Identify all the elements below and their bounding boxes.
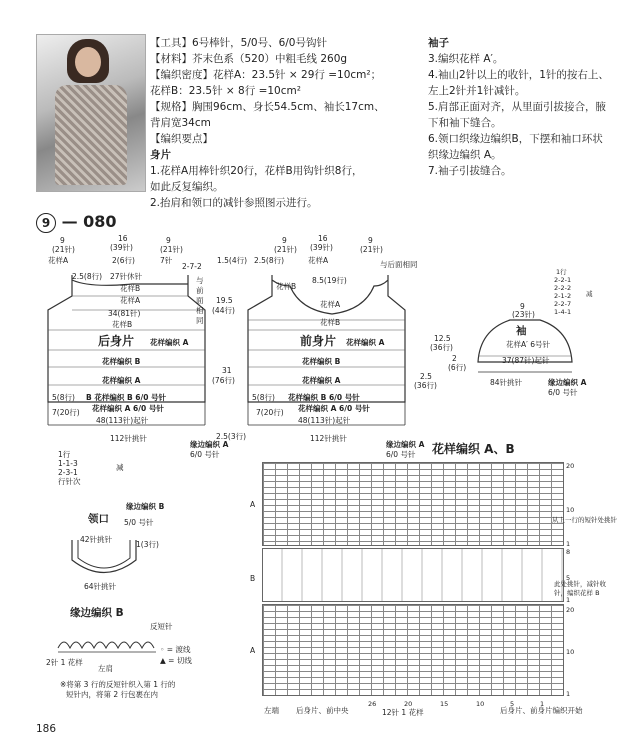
front-same-as-back: 与后面相同 [380, 260, 418, 269]
sleeve-pickup: 84针挑针 [490, 378, 523, 387]
page-number: 186 [36, 723, 57, 735]
front-m5: 花样编织 B 6/0 号针 [288, 393, 360, 402]
points-heading: 【编织要点】 [150, 133, 213, 145]
back-h2: (44行) [212, 306, 235, 315]
sleeve-h4: (6行) [448, 363, 467, 372]
spec-line-1: 【规格】胸围96cm、身长54.5cm、袖长17cm、 [150, 101, 385, 113]
pattern-number-circle: 9 [36, 213, 56, 233]
chart-row-8: 8 [566, 548, 571, 556]
front-label-a: 花样A [308, 256, 329, 265]
sleeve-h3: 2 [452, 354, 457, 363]
pattern-id [36, 212, 117, 233]
step-7: 7.袖子引拔缝合。 [428, 165, 512, 177]
sleeve-start: 37(87针)起针 [502, 356, 550, 365]
chart-col-10: 10 [476, 700, 485, 708]
back-m1: 花样编织 A [150, 338, 189, 347]
chart-col-20: 20 [404, 700, 413, 708]
collar-bottom: 64针挑针 [84, 582, 117, 591]
gauge-line-1: 【编织密度】花样A：23.5针 × 29行 =10cm²； [150, 69, 382, 81]
back-top-stitches-left: (21针) [52, 245, 75, 254]
step-5a: 5.肩部正面对齐，从里面引拔接合，腋 [428, 101, 607, 113]
back-h1: 19.5 [216, 296, 233, 305]
chart-band-label-2: B [250, 574, 256, 583]
sleeve-heading: 袖子 [428, 37, 449, 49]
sleeve-row-4: 2-2-7 [554, 300, 572, 308]
chart-band-b [262, 548, 564, 602]
step-1a: 1.花样A用棒针织20行，花样B用钩针织8行， [150, 165, 363, 177]
sleeve-pattern: 花样A′ 6号针 [506, 340, 550, 349]
step-5b: 下和袖下缝合。 [428, 117, 502, 129]
sleeve-needle: 6/0 号针 [548, 388, 578, 397]
chart-note-top: 从上一行的短针处挑针 [552, 516, 617, 524]
front-edge: 缘边编织 A [386, 440, 425, 449]
chart-row-20b: 20 [566, 606, 575, 614]
chart-title: 花样编织 A、B [432, 442, 515, 456]
back-b2: 花样A [120, 296, 141, 305]
back-top-stitches-right: (21针) [160, 245, 183, 254]
tools-line: 【工具】6号棒针，5/0号、6/0号钩针 [150, 37, 327, 49]
back-top-count-right: 9 [166, 236, 171, 245]
step-6a: 6.领口织缘边编织B，下摆和袖口环状 [428, 133, 603, 145]
collar-rows: 1(3行) [136, 540, 159, 549]
front-m8: 48(113针)起针 [298, 416, 351, 425]
back-m2: 花样编织 B [102, 357, 141, 366]
formula-l3: 2-3-1 [58, 468, 78, 477]
edge-b-repeat: 2针 1 花样 [46, 658, 83, 667]
step-3: 3.编织花样 A′。 [428, 53, 504, 65]
back-h4: (76行) [212, 376, 235, 385]
front-title: 前身片 [300, 334, 337, 348]
back-top-stitches-mid: (39针) [110, 243, 133, 252]
front-m4: 5(8行) [252, 393, 275, 402]
front-b1: 花样B [276, 282, 297, 291]
back-edge: 缘边编织 A [190, 440, 229, 449]
chart-note-mid2: 针，编织花样 B [554, 589, 600, 597]
chart-band-a-top [262, 462, 564, 546]
sleeve-edge: 缘边编织 A [548, 378, 587, 387]
front-b3: 花样B [320, 318, 341, 327]
sleeve-row-2: 2-2-2 [554, 284, 572, 292]
back-rows-2: 2(6行) [112, 256, 135, 265]
back-top-count-mid: 16 [118, 234, 128, 243]
front-top-count-mid: 16 [318, 234, 328, 243]
chart-band-a-bottom [262, 604, 564, 696]
chart-row-1b: 1 [566, 596, 571, 604]
collar-top: 42针挑针 [80, 535, 113, 544]
edge-b-shoulder: 左肩 [98, 664, 113, 673]
front-top-stitches-right: (21针) [360, 245, 383, 254]
formula-dec: 减 [116, 463, 124, 472]
sleeve-h2: (36行) [430, 343, 453, 352]
front-neck: 8.5(19行) [312, 276, 347, 285]
spec-line-2: 背肩宽34cm [150, 117, 211, 129]
front-top-count-right: 9 [368, 236, 373, 245]
back-rows25: 2.5(3行) [216, 432, 247, 441]
back-h3: 31 [222, 366, 232, 375]
sleeve-row-1: 2-2-1 [554, 276, 572, 284]
edge-b-title: 缘边编织 B [70, 607, 124, 619]
step-6b: 织缘边编织 A。 [428, 149, 502, 161]
back-bind-off: 27针休针 [110, 272, 143, 281]
front-m3: 花样编织 A [302, 376, 341, 385]
chart-start: 后身片、前身片编织开始 [500, 706, 583, 715]
step-1b: 如此反复编织。 [150, 181, 224, 193]
step-4b: 左上2针并1针减针。 [428, 85, 526, 97]
edge-b-short: 反短针 [150, 622, 173, 631]
chart-col-26: 26 [368, 700, 377, 708]
chart-row-10a: 10 [566, 506, 575, 514]
step-4a: 4.袖山2针以上的收针，1针的按右上、 [428, 69, 609, 81]
collar-title: 领口 [88, 513, 109, 525]
pattern-code: — 080 [61, 212, 117, 231]
edge-b-diagram [56, 630, 166, 658]
back-m8: 48(113针)起针 [96, 416, 149, 425]
formula-l2: 1-1-3 [58, 459, 78, 468]
front-top-stitches-left: (21针) [274, 245, 297, 254]
front-m6: 7(20行) [256, 408, 284, 417]
sleeve-h6: (36行) [414, 381, 437, 390]
gauge-line-2: 花样B：23.5针 × 8行 =10cm² [150, 85, 301, 97]
front-pickup: 112针挑针 [310, 434, 347, 443]
sleeve-top2: (23针) [512, 310, 535, 319]
back-width: 34(81针) [108, 309, 141, 318]
materials-line: 【材料】芥末色系（520）中粗毛线 260g [150, 53, 348, 65]
back-pickup: 112针挑针 [110, 434, 147, 443]
model-photo [36, 34, 146, 192]
chart-row-1c: 1 [566, 690, 571, 698]
back-dec-formula: 2-7-2 [182, 262, 202, 271]
step-2: 2.抬肩和领口的减针参照图示进行。 [150, 197, 318, 209]
formula-l1: 1行 [58, 450, 71, 459]
back-7-stitches: 7针 [160, 256, 173, 265]
back-m5: B 花样编织 B 6/0 号针 [86, 393, 167, 402]
back-rows-1: 2.5(8行) [72, 272, 103, 281]
stitch-chart [262, 462, 562, 698]
chart-row-20a: 20 [566, 462, 575, 470]
edge-b-legend2: ▲ = 切线 [160, 656, 192, 665]
collar-edge-b: 缘边编织 B [126, 502, 165, 511]
sleeve-dec: 减 [586, 290, 593, 298]
front-m1: 花样编织 A [346, 338, 385, 347]
sleeve-h1: 12.5 [434, 334, 451, 343]
front-r1: 2.5(8行) [254, 256, 285, 265]
back-m7: 花样编织 A 6/0 号针 [92, 404, 164, 413]
chart-col-1: 1 [540, 700, 545, 708]
edge-b-legend1: ◦ = 渡线 [160, 645, 191, 654]
body-heading: 身片 [150, 149, 171, 161]
chart-row-5: 5 [566, 574, 571, 582]
back-m4: 5(8行) [52, 393, 75, 402]
back-b1: 花样B [120, 284, 141, 293]
back-same-as-front: 与前面相同 [196, 276, 204, 325]
edge-b-note2: 短针内，将第 2 行包裹在内 [66, 690, 159, 699]
sleeve-h5: 2.5 [420, 372, 432, 381]
back-title: 后身片 [98, 334, 135, 348]
front-r0: 1.5(4行) [217, 256, 248, 265]
chart-col-15: 15 [440, 700, 449, 708]
sleeve-top: 9 [520, 302, 525, 311]
chart-center: 后身片、前中央 [296, 706, 349, 715]
front-m7: 花样编织 A 6/0 号针 [298, 404, 370, 413]
back-top-count-left: 9 [60, 236, 65, 245]
edge-b-note1: ※将第 3 行的反短针织入第 1 行的 [60, 680, 176, 689]
chart-band-label-1: A [250, 500, 256, 509]
front-edge-needle: 6/0 号针 [386, 450, 416, 459]
collar-needle: 5/0 号针 [124, 518, 154, 527]
front-b2: 花样A [320, 300, 341, 309]
chart-note-mid1: 此处挑针，减针收 [554, 580, 606, 588]
chart-row-10b: 10 [566, 648, 575, 656]
formula-l4: 行针次 [58, 477, 81, 486]
chart-row-1a: 1 [566, 540, 571, 548]
front-top-count-left: 9 [282, 236, 287, 245]
front-top-stitches-mid: (39针) [310, 243, 333, 252]
back-b4: 花样B [112, 320, 133, 329]
sleeve-row-3: 2-1-2 [554, 292, 572, 300]
back-m6: 7(20行) [52, 408, 80, 417]
sleeve-title: 袖 [516, 325, 527, 337]
chart-repeat: 12针 1 花样 [382, 708, 424, 717]
sleeve-row-0: 1行 [556, 268, 567, 276]
sleeve-row-5: 1-4-1 [554, 308, 572, 316]
front-m2: 花样编织 B [302, 357, 341, 366]
chart-band-label-3: A [250, 646, 256, 655]
back-m3: 花样编织 A [102, 376, 141, 385]
chart-left-end: 左端 [264, 706, 279, 715]
back-label-a: 花样A [48, 256, 69, 265]
back-edge-needle: 6/0 号针 [190, 450, 220, 459]
chart-col-5: 5 [510, 700, 515, 708]
